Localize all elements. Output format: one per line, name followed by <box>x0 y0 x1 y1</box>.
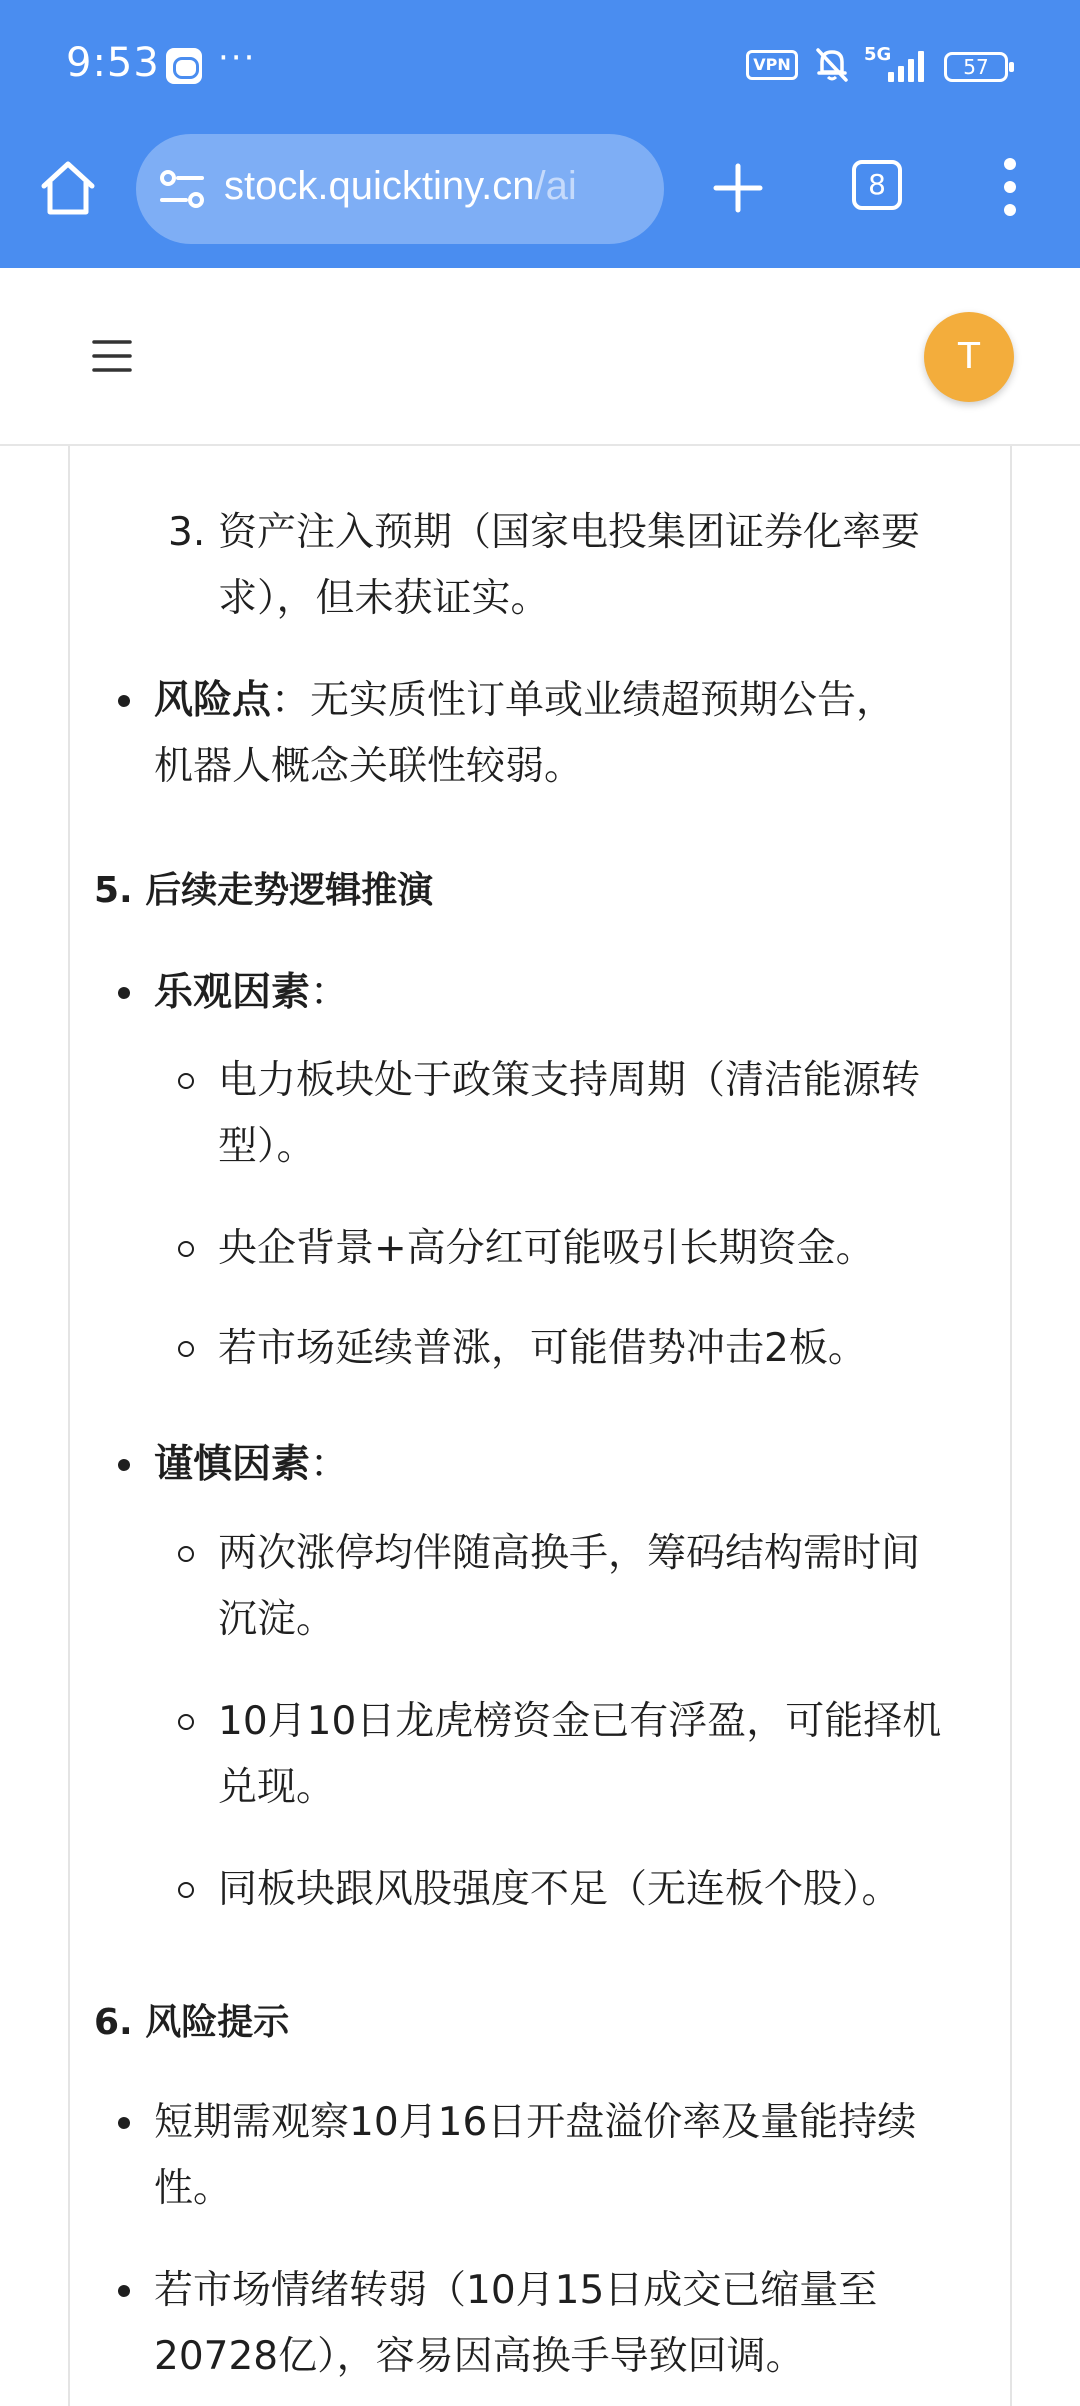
sub-item-text: 电力板块处于政策支持周期（清洁能源转 <box>218 1058 921 1103</box>
sub-item-text: 央企背景+高分红可能吸引长期资金。 <box>218 1226 875 1271</box>
sub-item-text: 型）。 <box>218 1124 316 1169</box>
site-settings-icon[interactable] <box>158 168 206 212</box>
bullet-dot <box>118 695 130 707</box>
user-avatar[interactable]: T <box>924 312 1014 402</box>
status-time: 9:53 <box>66 40 160 86</box>
sub-bullet-ring <box>178 1241 194 1257</box>
section-heading: 5. 后续走势逻辑推演 <box>94 870 434 911</box>
status-bar <box>0 0 1080 130</box>
sub-bullet-ring <box>178 1546 194 1562</box>
sub-item-text: 若市场延续普涨，可能借势冲击2板。 <box>218 1326 867 1371</box>
site-header <box>0 268 1080 446</box>
list-item-text: 若市场情绪转弱（10月15日成交已缩量至 <box>154 2268 878 2313</box>
messaging-app-icon <box>166 48 202 84</box>
label-detail: ：无实质性订单或业绩超预期公告， <box>271 678 896 723</box>
label-colon: ： <box>310 1442 350 1487</box>
url-host: stock.quicktiny.cn <box>224 164 535 208</box>
sub-item-text: 沉淀。 <box>218 1597 336 1642</box>
sub-item-text: 兑现。 <box>218 1765 336 1810</box>
more-vert-icon[interactable] <box>990 152 1030 222</box>
bullet-dot <box>118 1459 130 1471</box>
vpn-icon: VPN <box>746 50 798 80</box>
list-item-text: 性。 <box>154 2166 233 2211</box>
bullet-dot <box>118 987 130 999</box>
list-item-text <box>154 960 349 1026</box>
list-item-text: 短期需观察10月16日开盘溢价率及量能持续 <box>154 2100 917 2145</box>
sub-item-text: 两次涨停均伴随高换手，筹码结构需时间 <box>218 1531 921 1576</box>
battery-icon: 57 <box>944 52 1008 82</box>
hamburger-menu-icon[interactable] <box>92 338 132 374</box>
sub-bullet-ring <box>178 1073 194 1089</box>
list-item-text: 资产注入预期（国家电投集团证券化率要 <box>218 510 921 555</box>
sub-bullet-ring <box>178 1882 194 1898</box>
bullet-dot <box>118 2285 130 2297</box>
network-type: 5G <box>864 44 892 65</box>
list-number: 3. <box>168 510 206 555</box>
list-item-text: 20728亿），容易因高换手导致回调。 <box>154 2334 805 2379</box>
sub-item-text: 10月10日龙虎榜资金已有浮盈，可能择机 <box>218 1699 942 1744</box>
sub-item-text: 同板块跟风股强度不足（无连板个股）。 <box>218 1867 901 1912</box>
tab-switcher-button[interactable]: 8 <box>852 160 902 210</box>
list-item-text <box>154 1432 349 1498</box>
label-colon: ： <box>310 970 350 1015</box>
more-notifications-icon: ··· <box>218 38 257 78</box>
sub-bullet-ring <box>178 1341 194 1357</box>
home-icon[interactable] <box>36 156 100 220</box>
bell-muted-icon <box>812 44 852 84</box>
signal-icon <box>886 48 930 82</box>
article-content <box>68 446 1012 2406</box>
bold-label: 风险点 <box>154 678 272 723</box>
list-item-text <box>154 668 895 734</box>
bold-label: 乐观因素 <box>154 970 311 1015</box>
address-bar[interactable] <box>136 134 664 244</box>
list-item-text: 求），但未获证实。 <box>218 576 550 621</box>
list-item-text: 机器人概念关联性较弱。 <box>154 744 584 789</box>
browser-toolbar <box>0 130 1080 268</box>
section-heading: 6. 风险提示 <box>94 2002 290 2043</box>
bullet-dot <box>118 2117 130 2129</box>
browser-chrome <box>0 0 1080 268</box>
bold-label: 谨慎因素 <box>154 1442 311 1487</box>
sub-bullet-ring <box>178 1714 194 1730</box>
url-text[interactable] <box>224 164 644 214</box>
url-path: /ai <box>534 164 577 208</box>
new-tab-icon[interactable] <box>710 160 766 216</box>
